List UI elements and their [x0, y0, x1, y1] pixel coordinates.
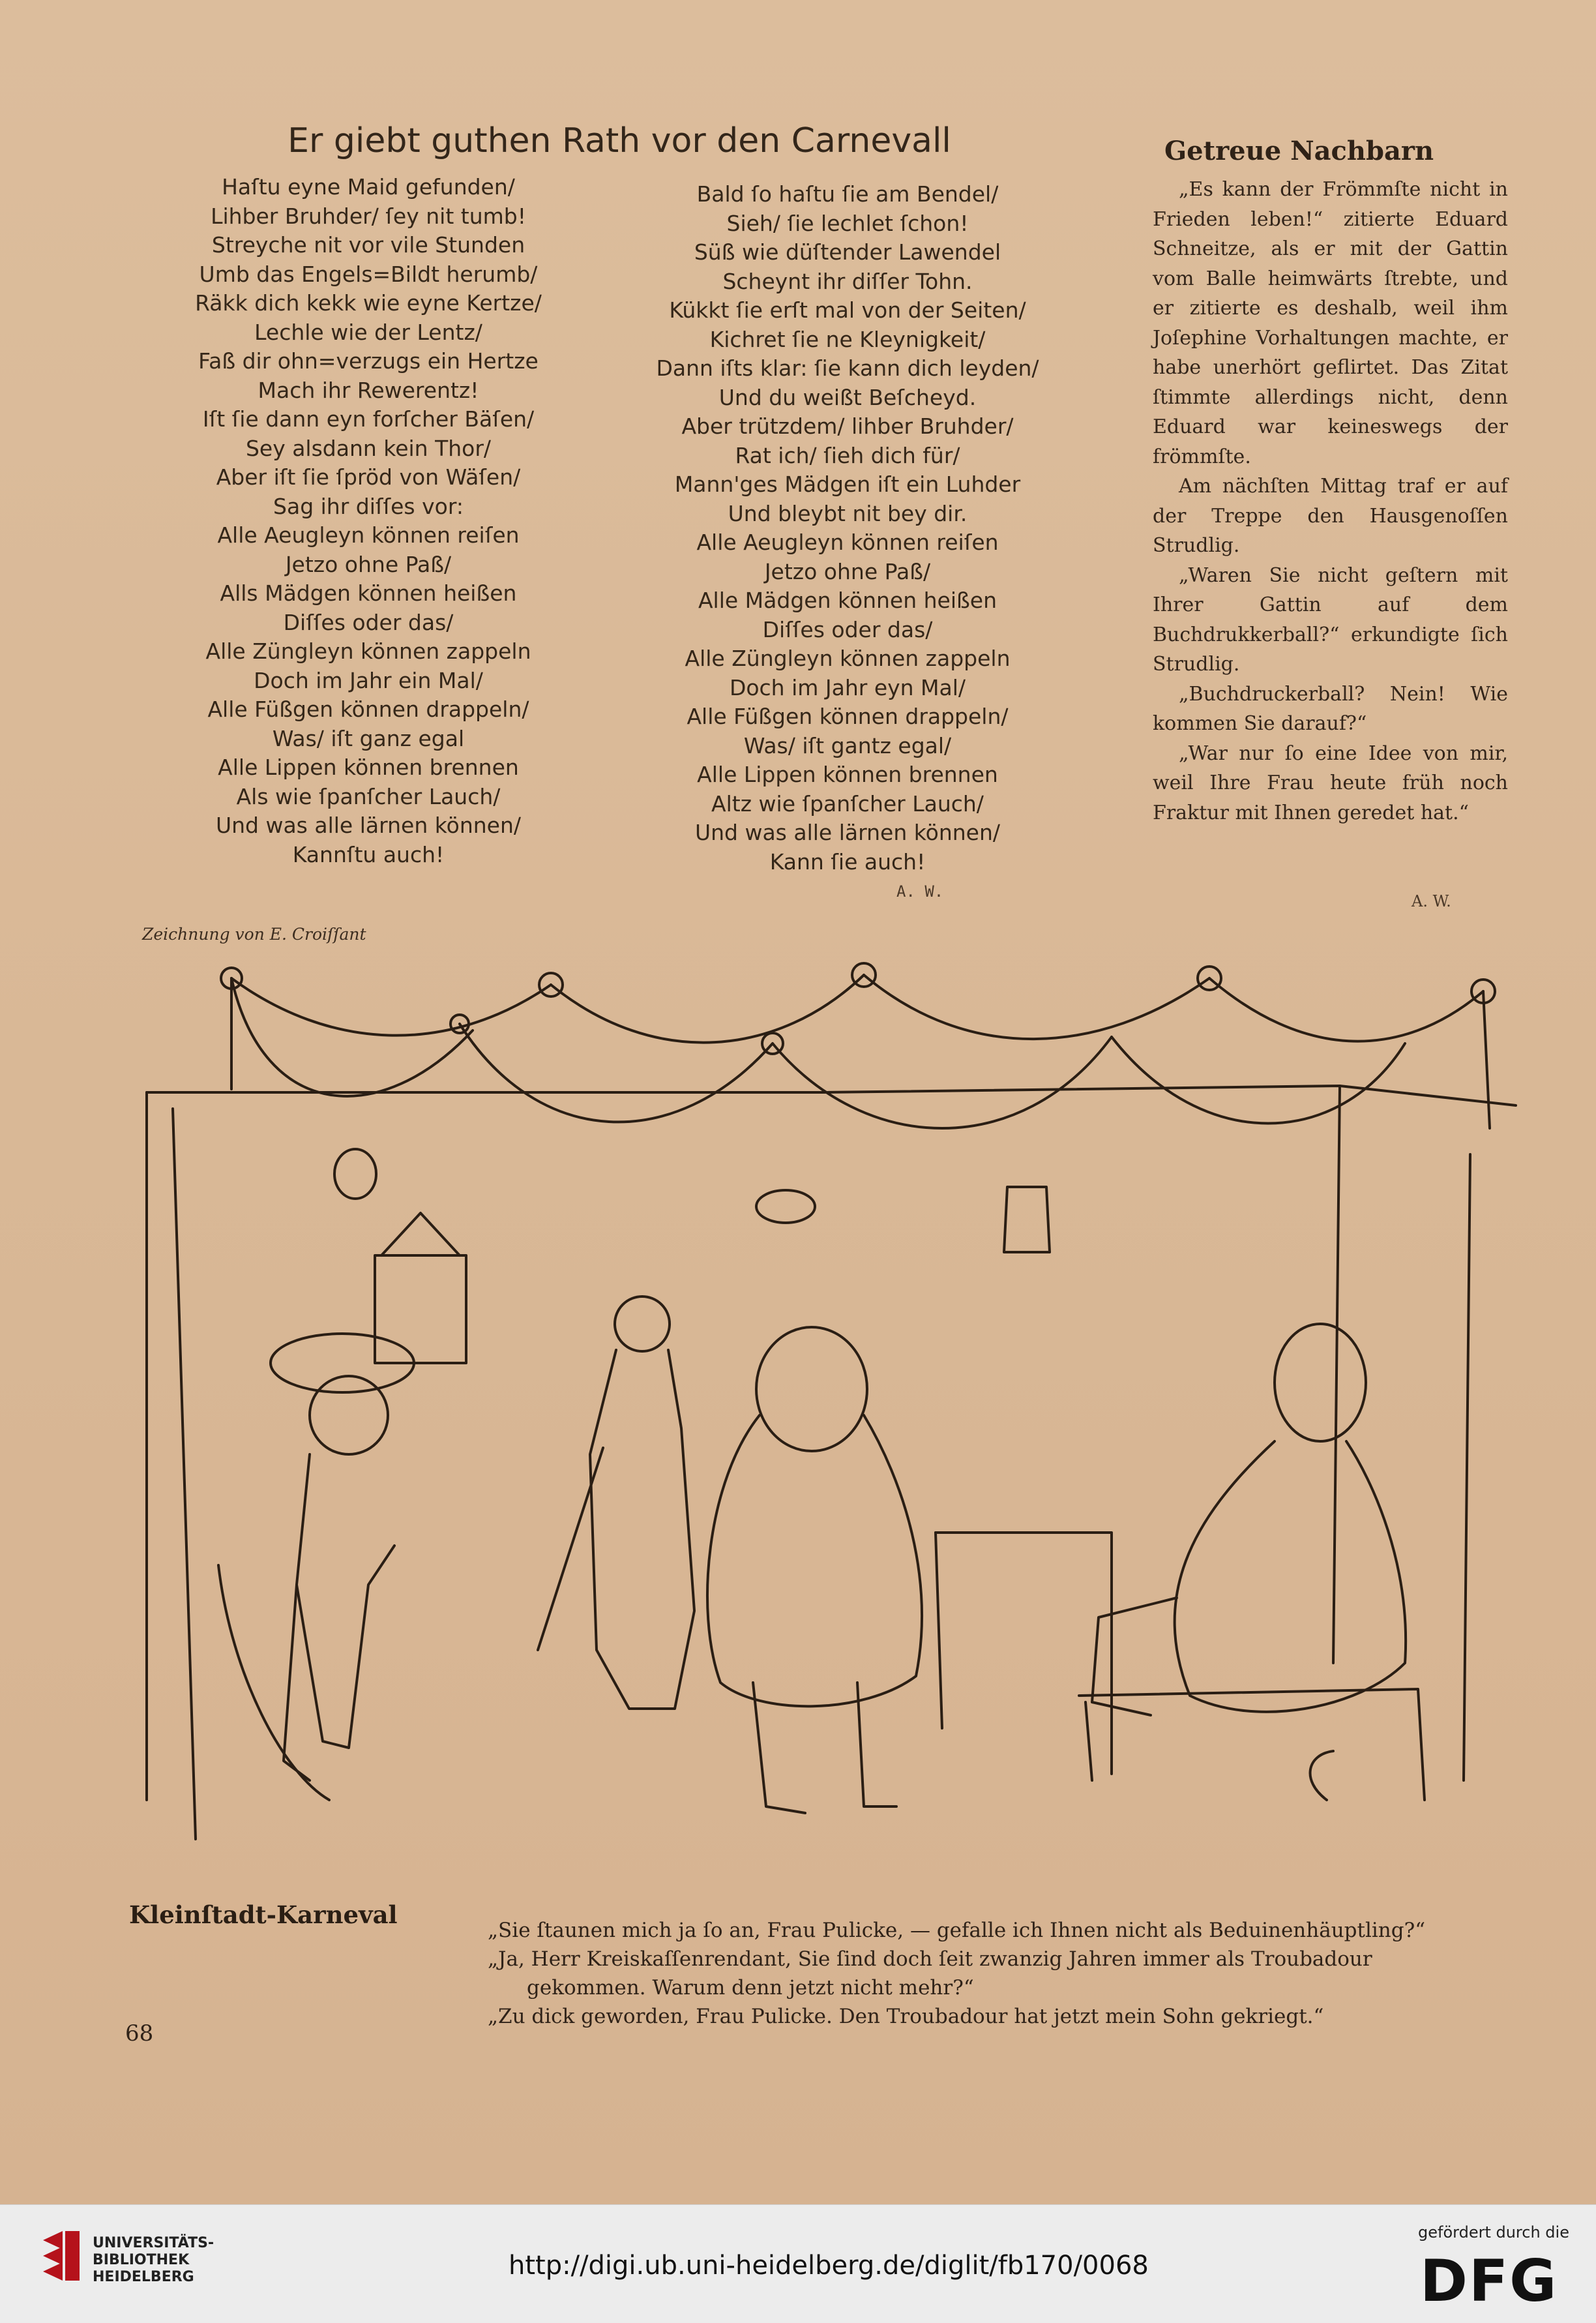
poem-line: Streyche nit vor vile Stunden	[211, 232, 525, 258]
poem-line: Kann ſie auch!	[769, 848, 926, 875]
story-body	[1153, 175, 1508, 828]
caption-line: „Sie ſtaunen mich ja ſo an, Frau Pulicke, — gefalle ich Ihnen nicht als Beduinenhäuptling?“	[488, 1919, 1426, 1942]
poem-line: Alle Züngleyn können zappeln	[685, 646, 1011, 671]
poem-line: Scheynt ihr diſſer Tohn.	[722, 268, 973, 294]
dfg-logo: DFG	[1420, 2247, 1558, 2315]
poem-line: Diſſes oder das/	[762, 616, 933, 642]
poem-line: Alle Füßgen können drappeln/	[687, 704, 1009, 729]
poem-line: Lechle wie der Lentz/	[254, 319, 482, 345]
poem-line: Kichret ſie ne Kleynigkeit/	[709, 326, 986, 352]
caption-line: gekommen. Warum denn jetzt nicht mehr?“	[527, 1976, 974, 2000]
poem-line: Alle Aeugleyn können reiſen	[696, 530, 999, 555]
institution-name	[93, 2235, 214, 2286]
poem-line: Diſſes oder das/	[283, 609, 454, 635]
poem-line: Haſtu eyne Maid gefunden/	[222, 174, 515, 200]
poem-line: Bald ſo haſtu ſie am Bendel/	[696, 181, 999, 207]
poem-title: Er giebt guthen Rath vor den Carnevall	[288, 121, 951, 160]
poem-line: Mach ihr Rewerentz!	[258, 377, 479, 403]
caption-line: „Zu dick geworden, Frau Pulicke. Den Troubadour hat jetzt mein Sohn gekriegt.“	[488, 2005, 1324, 2028]
carnival-illustration	[134, 959, 1535, 1885]
poem-line: Süß wie düſtender Lawendel	[694, 239, 1001, 265]
institution-line: HEIDELBERG	[93, 2269, 194, 2285]
poem-line: Jetzo ohne Paß/	[764, 558, 931, 584]
poem-line: Alle Lippen können brennen	[697, 762, 998, 787]
poem-line: Was/ iſt ganz egal	[272, 725, 465, 751]
digitization-footer	[0, 2204, 1596, 2323]
poem-column-right	[619, 180, 1076, 877]
poem-line: Doch im Jahr ein Mal/	[254, 667, 483, 693]
poem-line: Und bleybt nit bey dir.	[728, 500, 968, 526]
poem-signature: A. W.	[896, 882, 944, 901]
poem-line: Kükkt ſie erſt mal von der Seiten/	[669, 297, 1026, 323]
poem-line: Alls Mädgen können heißen	[220, 580, 517, 606]
story-signature: A. W.	[1411, 892, 1451, 910]
poem-line: Räkk dich kekk wie eyne Kertze/	[195, 290, 542, 316]
funded-by-label: gefördert durch die	[1418, 2223, 1569, 2241]
story-paragraph: „Buchdruckerball? Nein! Wie kommen Sie darauf?“	[1153, 682, 1508, 735]
poem-line: Kannſtu auch!	[292, 841, 445, 867]
poem-line: Sieh/ ſie lechlet ſchon!	[726, 210, 969, 236]
illustration-caption	[488, 1916, 1524, 2031]
institution-line: BIBLIOTHEK	[93, 2252, 190, 2268]
poem-line: Alle Aeugleyn können reiſen	[217, 522, 520, 548]
poem-line: Umb das Engels=Bildt herumb/	[199, 261, 538, 287]
poem-line: Als wie ſpanſcher Lauch/	[236, 783, 501, 809]
poem-line: Faß dir ohn=verzugs ein Hertze	[198, 348, 539, 374]
poem-line: Alle Füßgen können drappeln/	[207, 697, 529, 722]
page-number: 68	[125, 2020, 154, 2046]
poem-line: Und was alle lärnen können/	[215, 813, 522, 838]
institution-line: UNIVERSITÄTS-	[93, 2235, 214, 2251]
story-paragraph: „Waren Sie nicht geſtern mit Ihrer Gattin auf dem Buchdrukkerball?“ erkundigte ſich Strudlig.	[1153, 563, 1508, 676]
poem-line: Doch im Jahr eyn Mal/	[729, 674, 966, 700]
poem-line: Und du weißt Beſcheyd.	[718, 384, 977, 410]
poem-line: Dann iſts klar: ſie kann dich leyden/	[656, 355, 1039, 381]
poem-line: Jetzo ohne Paß/	[285, 551, 452, 577]
source-url-link[interactable]: http://digi.ub.uni-heidelberg.de/diglit/fb170/0068	[509, 2251, 1149, 2281]
poem-line: Aber iſt ſie ſpröd von Wäſen/	[216, 464, 521, 490]
story-paragraph: „Es kann der Frömmſte nicht in Frieden leben!“ zitierte Eduard Schneitze, als er mit der Gattin vom Balle heimwärts ſtrebte, und er zitierte es deshalb, weil ihm Joſephine Vorhaltungen machte, er habe unerhört geflirtet. Das Zitat ſtimmte allerdings nicht, denn Eduard war keineswegs der frömmſte.	[1153, 178, 1508, 468]
poem-line: Alle Mädgen können heißen	[698, 588, 998, 613]
poem-line: Iſt ſie dann eyn forſcher Bäſen/	[202, 406, 535, 432]
poem-line: Was/ iſt gantz egal/	[743, 732, 952, 758]
caption-line: „Ja, Herr Kreiskaſſenrendant, Sie ſind doch ſeit zwanzig Jahren immer als Troubadour	[488, 1947, 1372, 1971]
poem-line: Rat ich/ ſieh dich für/	[735, 442, 960, 468]
poem-line: Lihber Bruhder/ ſey nit tumb!	[211, 203, 526, 229]
poem-line: Mann'ges Mädgen iſt ein Luhder	[674, 472, 1021, 497]
university-seal-icon	[39, 2227, 85, 2286]
story-paragraph: Am nächſten Mittag traf er auf der Treppe den Hausgenoſſen Strudlig.	[1153, 475, 1508, 557]
poem-line: Aber trützdem/ lihber Bruhder/	[681, 413, 1014, 439]
illustration-title: Kleinſtadt-Karneval	[129, 1900, 398, 1929]
poem-column-left	[140, 173, 597, 869]
poem-line: Sey alsdann kein Thor/	[245, 435, 492, 461]
story-title: Getreue Nachbarn	[1164, 136, 1434, 166]
story-paragraph: „War nur ſo eine Idee von mir, weil Ihre Frau heute früh noch Fraktur mit Ihnen geredet hat.“	[1153, 742, 1508, 824]
poem-line: Und was alle lärnen können/	[694, 820, 1001, 845]
illustration-credit: Zeichnung von E. Croiſſant	[142, 925, 366, 944]
poem-line: Alle Lippen können brennen	[218, 755, 519, 780]
poem-line: Sag ihr diſſes vor:	[273, 493, 464, 519]
poem-line: Alle Züngleyn können zappeln	[205, 638, 531, 664]
poem-line: Altz wie ſpanſcher Lauch/	[711, 790, 984, 817]
